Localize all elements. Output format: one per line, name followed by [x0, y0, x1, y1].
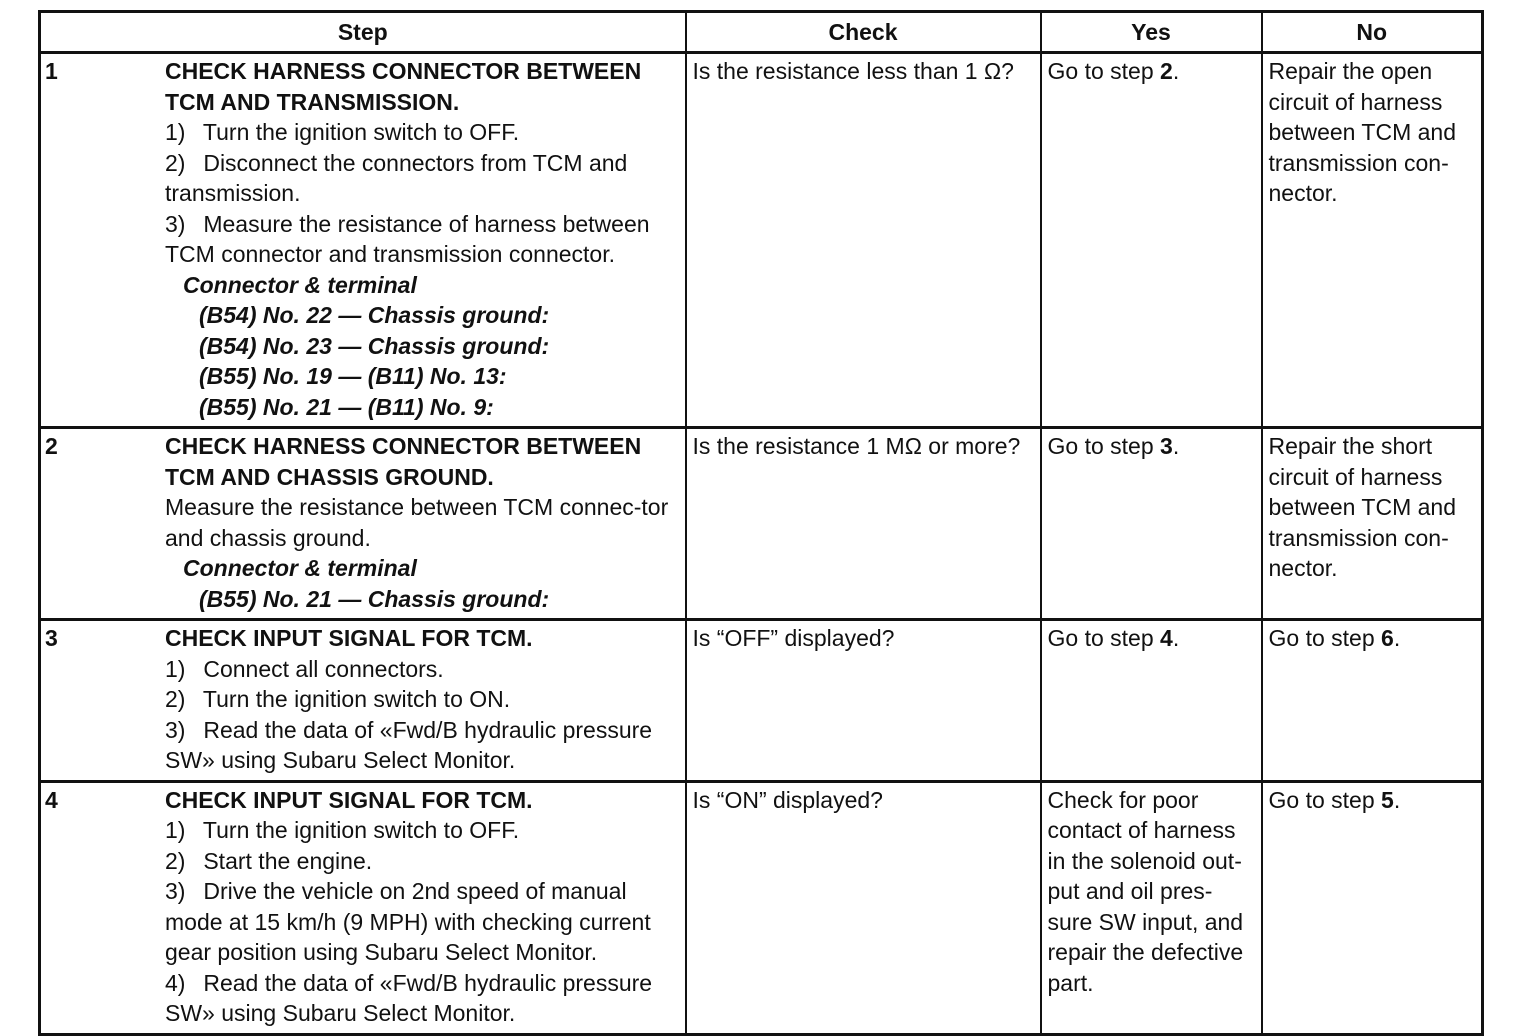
- step-instruction: 2) Turn the ignition switch to ON.: [165, 686, 511, 712]
- no-cell: Repair the open circuit of harness between TCM and transmission con-nector.: [1262, 53, 1483, 428]
- yes-cell: Go to step 3.: [1041, 428, 1262, 620]
- step-instruction: 1) Connect all connectors.: [165, 655, 444, 682]
- connector-terminal-label: Connector & terminal: [183, 271, 417, 298]
- step-number: 3: [45, 625, 58, 651]
- step-title: CHECK HARNESS CONNECTOR BETWEEN TCM AND CHASSIS GROUND.: [165, 433, 642, 490]
- connector-terminal-item: (B54) No. 22 — Chassis ground:: [199, 302, 550, 328]
- table-row: [40, 620, 1483, 782]
- step-cell: [40, 53, 686, 428]
- no-step-ref: 6: [1381, 625, 1394, 651]
- step-instruction: Measure the resistance between TCM connec-tor and chassis ground.: [165, 494, 669, 551]
- step-number: 2: [45, 433, 58, 459]
- table-row: [40, 53, 1483, 428]
- yes-step-ref: 4: [1160, 625, 1173, 651]
- step-number: 1: [45, 58, 58, 84]
- yes-cell: Check for poor contact of harness in the solenoid out-put and oil pres-sure SW input, and repair the defective part.: [1041, 781, 1262, 1034]
- step-cell: [40, 781, 686, 1034]
- connector-terminal-item: (B55) No. 21 — Chassis ground:: [199, 585, 550, 612]
- no-cell: Go to step 5.: [1262, 781, 1483, 1034]
- table-row: [40, 781, 1483, 1034]
- connector-terminal-item: (B55) No. 21 — (B11) No. 9:: [199, 393, 494, 420]
- yes-cell: Go to step 2.: [1041, 53, 1262, 428]
- connector-terminal-label: Connector & terminal: [183, 555, 417, 581]
- header-no: No: [1262, 12, 1483, 53]
- yes-cell: Go to step 4.: [1041, 620, 1262, 782]
- step-cell: [40, 620, 686, 782]
- check-cell: Is “ON” displayed?: [686, 781, 1041, 1034]
- step-instruction: 2) Disconnect the connectors from TCM and transmission.: [165, 149, 628, 206]
- no-cell: Repair the short circuit of harness between TCM and transmission con-nector.: [1262, 428, 1483, 620]
- diagnostic-table: [38, 10, 1484, 1036]
- step-title: CHECK INPUT SIGNAL FOR TCM.: [165, 625, 533, 651]
- no-step-ref: 5: [1381, 786, 1394, 813]
- connector-terminal-item: (B54) No. 23 — Chassis ground:: [199, 332, 550, 359]
- step-instruction: 3) Read the data of «Fwd/B hydraulic pressure SW» using Subaru Select Monitor.: [165, 716, 653, 773]
- step-instruction: 1) Turn the ignition switch to OFF.: [165, 817, 520, 843]
- check-cell: Is “OFF” displayed?: [686, 620, 1041, 782]
- step-instruction: 1) Turn the ignition switch to OFF.: [165, 119, 520, 145]
- check-cell: Is the resistance 1 MΩ or more?: [686, 428, 1041, 620]
- step-instruction: 3) Measure the resistance of harness between TCM connector and transmission connector.: [165, 210, 650, 267]
- step-title: CHECK INPUT SIGNAL FOR TCM.: [165, 786, 533, 813]
- yes-step-ref: 3: [1160, 433, 1173, 459]
- yes-step-ref: 2: [1160, 58, 1173, 84]
- connector-terminal-item: (B55) No. 19 — (B11) No. 13:: [199, 363, 507, 389]
- step-title: CHECK HARNESS CONNECTOR BETWEEN TCM AND TRANSMISSION.: [165, 58, 642, 115]
- header-row: [40, 12, 1483, 53]
- step-instruction: 4) Read the data of «Fwd/B hydraulic pressure SW» using Subaru Select Monitor.: [165, 969, 653, 1026]
- header-yes: Yes: [1041, 12, 1262, 53]
- header-check: Check: [686, 12, 1041, 53]
- table-row: [40, 428, 1483, 620]
- step-number: 4: [45, 786, 58, 813]
- check-cell: Is the resistance less than 1 Ω?: [686, 53, 1041, 428]
- step-instruction: 3) Drive the vehicle on 2nd speed of manual mode at 15 km/h (9 MPH) with checking current gear position using Subaru Select Monitor.: [165, 878, 651, 965]
- step-cell: [40, 428, 686, 620]
- step-instruction: 2) Start the engine.: [165, 847, 373, 874]
- no-cell: Go to step 6.: [1262, 620, 1483, 782]
- header-step: Step: [40, 12, 686, 53]
